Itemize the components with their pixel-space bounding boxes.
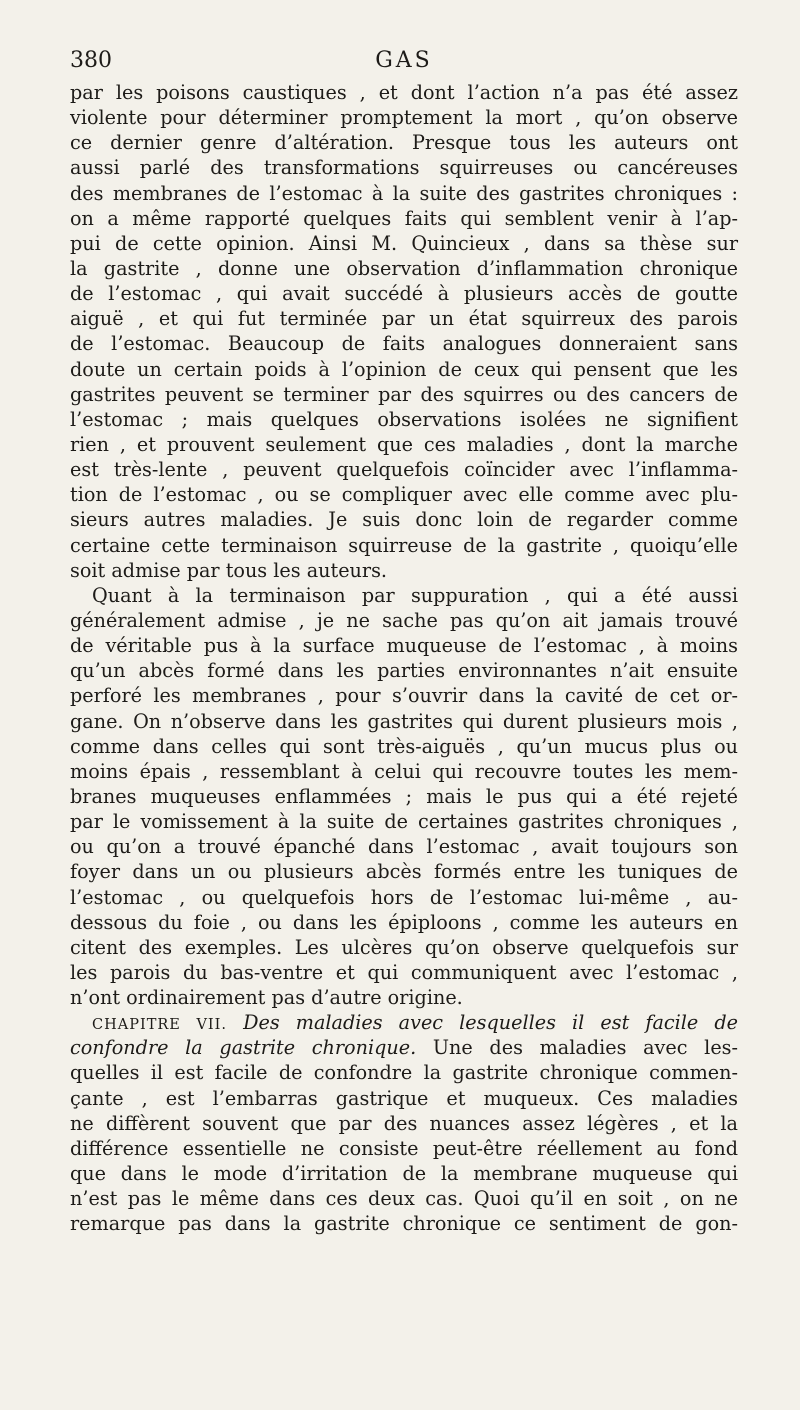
text-line [70,1010,738,1035]
text-line [70,281,738,306]
line-text: la gastrite , donne une observation d’inflammation chronique [70,256,738,280]
text-line [70,809,738,834]
text-line [70,583,738,608]
text-line [70,784,738,809]
line-text: par le vomissement à la suite de certaines gastrites chroniques , [70,810,738,834]
line-text: de véritable pus à la surface muqueuse de l’estomac , à moins [70,634,738,658]
line-text: ne diffèrent souvent que par des nuances assez légères , et la [70,1111,738,1135]
line-text: çante , est l’embarras gastrique et muqueux. Ces maladies [70,1086,738,1110]
text-line [70,885,738,910]
line-text: citent des exemples. Les ulcères qu’on observe quelquefois sur [70,935,738,959]
text-line [70,859,738,884]
text-line [70,206,738,231]
text-line [70,331,738,356]
line-text: généralement admise , je ne sache pas qu’on ait jamais trouvé [70,608,738,632]
line-text: doute un certain poids à l’opinion de ceux qui pensent que les [70,357,738,381]
line-text: n’ont ordinairement pas d’autre origine. [70,986,463,1010]
line-text: moins épais , ressemblant à celui qui recouvre toutes les mem- [70,759,738,783]
line-text: Quant à la terminaison par suppuration , qui a été aussi [92,583,738,607]
text-line [70,683,738,708]
chapter-title: confondre la gastrite chronique. [70,1036,417,1060]
line-text: foyer dans un ou plusieurs abcès formés entre les tuniques de [70,860,738,884]
text-line [70,105,738,130]
text-line [70,1086,738,1111]
text-line [70,608,738,633]
text-line [70,130,738,155]
line-text: rien , et prouvent seulement que ces maladies , dont la marche [70,432,738,456]
text-line [70,306,738,331]
line-text: quelles il est facile de confondre la gastrite chronique commen- [70,1061,738,1085]
line-text: ou qu’on a trouvé épanché dans l’estomac , avait toujours son [70,835,738,859]
text-line [70,231,738,256]
running-head: GAS [375,48,433,73]
text-line [70,533,738,558]
chapter-title: Des maladies avec lesquelles il est facile de [227,1011,738,1035]
line-text: l’estomac ; mais quelques observations isolées ne signifient [70,407,738,431]
line-text: aiguë , et qui fut terminée par un état squirreux des parois [70,307,738,331]
text-line [70,558,738,583]
text-line [70,734,738,759]
line-text: soit admise par tous les auteurs. [70,558,388,582]
text-line [70,709,738,734]
line-text: des membranes de l’estomac à la suite des gastrites chroniques : [70,181,738,205]
text-line [70,935,738,960]
text-line [70,432,738,457]
page-header [70,48,738,78]
line-text: par les poisons caustiques , et dont l’action n’a pas été assez [70,81,738,104]
text-line [70,834,738,859]
text-line [70,357,738,382]
text-line [70,507,738,532]
line-text: Une des maladies avec les- [416,1036,739,1060]
line-text: l’estomac , ou quelquefois hors de l’estomac lui-même , au- [70,885,738,909]
page-body-text [70,80,738,1236]
line-text: de l’estomac , qui avait succédé à plusieurs accès de goutte [70,282,738,306]
line-text: est très-lente , peuvent quelquefois coïncider avec l’inflamma- [70,458,738,482]
line-text: sieurs autres maladies. Je suis donc loin de regarder comme [70,508,738,532]
line-text: les parois du bas-ventre et qui communiquent avec l’estomac , [70,960,738,984]
line-text: branes muqueuses enflammées ; mais le pus qui a été rejeté [70,784,738,808]
line-text: qu’un abcès formé dans les parties environnantes n’ait ensuite [70,659,738,683]
text-line [70,457,738,482]
text-line [70,382,738,407]
text-line [70,960,738,985]
line-text: comme dans celles qui sont très-aiguës , qu’un mucus plus ou [70,734,738,758]
line-text: n’est pas le même dans ces deux cas. Quoi qu’il en soit , on ne [70,1187,738,1211]
text-line [70,181,738,206]
line-text: aussi parlé des transformations squirreuses ou cancéreuses [70,156,738,180]
line-text: que dans le mode d’irritation de la membrane muqueuse qui [70,1162,738,1186]
text-line [70,1161,738,1186]
line-text: remarque pas dans la gastrite chronique ce sentiment de gon- [70,1212,738,1236]
line-text: violente pour déterminer promptement la mort , qu’on observe [70,106,738,130]
text-line [70,1211,738,1236]
text-line [70,407,738,432]
chapter-label: CHAPITRE VII. [92,1017,227,1034]
text-line [70,1035,738,1060]
text-line [70,985,738,1010]
line-text: gastrites peuvent se terminer par des squirres ou des cancers de [70,382,738,406]
text-line [70,759,738,784]
text-line [70,1060,738,1085]
text-line [70,155,738,180]
text-line [70,1186,738,1211]
text-line [70,1111,738,1136]
line-text: ce dernier genre d’altération. Presque tous les auteurs ont [70,131,738,155]
text-line [70,80,738,105]
text-line [70,482,738,507]
line-text: de l’estomac. Beaucoup de faits analogues donneraient sans [70,332,738,356]
line-text: différence essentielle ne consiste peut-être réellement au fond [70,1136,738,1160]
text-line [70,633,738,658]
line-text: on a même rapporté quelques faits qui semblent venir à l’ap- [70,206,738,230]
line-text: perforé les membranes , pour s’ouvrir dans la cavité de cet or- [70,684,738,708]
line-text: certaine cette terminaison squirreuse de la gastrite , quoiqu’elle [70,533,738,557]
page-number: 380 [70,48,112,73]
line-text: tion de l’estomac , ou se compliquer avec elle comme avec plu- [70,483,738,507]
line-text: gane. On n’observe dans les gastrites qui durent plusieurs mois , [70,709,738,733]
line-text: pui de cette opinion. Ainsi M. Quincieux , dans sa thèse sur [70,231,738,255]
text-line [70,1136,738,1161]
text-line [70,910,738,935]
line-text: dessous du foie , ou dans les épiploons , comme les auteurs en [70,910,738,934]
text-line [70,658,738,683]
text-line [70,256,738,281]
